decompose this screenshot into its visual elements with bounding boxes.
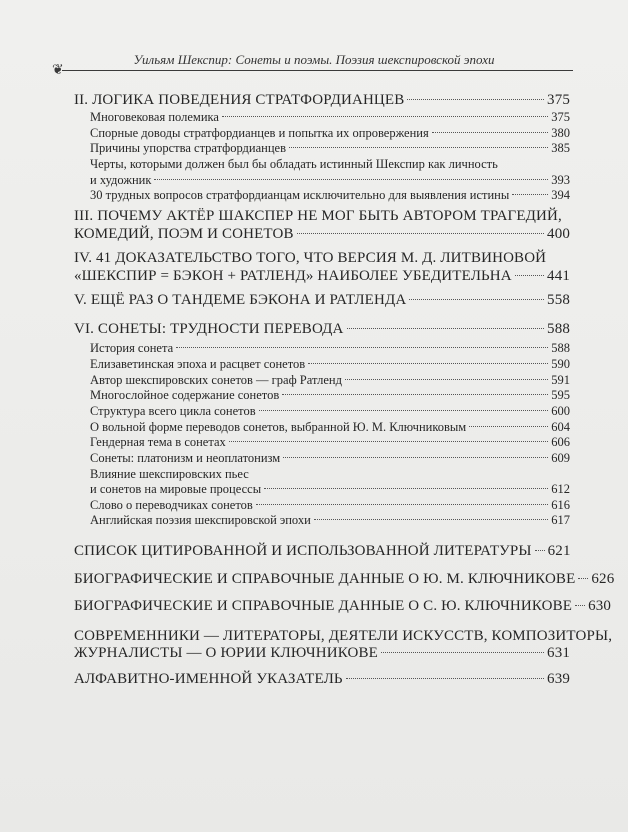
toc-entry-section-3[interactable] (74, 226, 570, 243)
ornament-icon: ❦ (52, 63, 64, 78)
toc-subentry-page: 595 (551, 388, 570, 402)
toc-subentry-title: Английская поэзия шекспировской эпохи (90, 513, 311, 527)
toc-entry-page: 630 (588, 598, 612, 614)
toc-subentry-page: 590 (551, 357, 570, 371)
toc-subentry-title-line1[interactable]: Влияние шекспировских пьес (90, 467, 249, 481)
leader-dots (176, 347, 548, 348)
leader-dots (256, 504, 548, 505)
toc-subentry-page: 375 (551, 110, 570, 124)
toc-entry-page: 631 (547, 645, 570, 661)
toc-subentry[interactable] (90, 173, 570, 188)
toc-subentry-page: 616 (551, 498, 570, 512)
leader-dots (154, 179, 548, 180)
toc-entry-title: «ШЕКСПИР = БЭКОН + РАТЛЕНД» НАИБОЛЕЕ УБЕДИТЕЛЬНА (74, 268, 512, 284)
leader-dots (222, 116, 548, 117)
toc-subentry-title: Елизаветинская эпоха и расцвет сонетов (90, 357, 306, 371)
toc-entry-section-4-line1[interactable]: IV. 41 ДОКАЗАТЕЛЬСТВО ТОГО, ЧТО ВЕРСИЯ М. Д. ЛИТВИНОВОЙ (74, 250, 547, 266)
toc-entry-section-5[interactable] (74, 292, 570, 309)
toc-entry-biography-yu[interactable] (74, 571, 615, 588)
toc-entry-contemporaries[interactable] (74, 645, 570, 662)
toc-subentry[interactable] (90, 341, 570, 356)
toc-subentry[interactable] (90, 141, 570, 156)
toc-subentry-title: Спорные доводы стратфордианцев и попытка их опровержения (90, 126, 429, 140)
toc-entry-page: 400 (547, 226, 570, 242)
toc-subentry-title: Гендерная тема в сонетах (90, 435, 226, 449)
toc-subentry-page: 588 (551, 341, 570, 355)
leader-dots (535, 550, 545, 551)
toc-entry-section-4[interactable] (74, 268, 570, 285)
toc-entry-title: V. ЕЩЁ РАЗ О ТАНДЕМЕ БЭКОНА И РАТЛЕНДА (74, 292, 407, 308)
toc-subentry[interactable] (90, 482, 570, 497)
leader-dots (346, 678, 544, 679)
toc-subentry-page: 612 (551, 482, 570, 496)
leader-dots (515, 275, 544, 276)
toc-subentry-title: История сонета (90, 341, 174, 355)
leader-dots (407, 99, 544, 100)
leader-dots (297, 233, 544, 234)
toc-subentry-page: 393 (551, 173, 570, 187)
toc-subentry-title: 30 трудных вопросов стратфордианцам исключительно для выявления истины (90, 188, 510, 202)
toc-subentry[interactable] (90, 126, 570, 141)
toc-entry-contemporaries-line1[interactable]: СОВРЕМЕННИКИ — ЛИТЕРАТОРЫ, ДЕЯТЕЛИ ИСКУССТВ, КОМПОЗИТОРЫ, (74, 628, 613, 644)
running-head: Уильям Шекспир: Сонеты и поэмы. Поэзия шекспировской эпохи (133, 52, 495, 67)
toc-subentry-title-line2: и сонетов на мировые процессы (90, 482, 262, 496)
toc-entry-title: АЛФАВИТНО-ИМЕННОЙ УКАЗАТЕЛЬ (74, 671, 343, 687)
leader-dots (512, 194, 548, 195)
toc-subentry-title: Многослойное содержание сонетов (90, 388, 280, 402)
leader-dots (308, 363, 548, 364)
toc-entry-page: 626 (591, 571, 615, 587)
toc-subentry-title: О вольной форме переводов сонетов, выбранной Ю. М. Ключниковым (90, 420, 467, 434)
toc-subentry-title: Слово о переводчиках сонетов (90, 498, 253, 512)
toc-entry-literature[interactable] (74, 543, 570, 560)
toc-subentry-page: 604 (551, 420, 570, 434)
toc-subentry[interactable] (90, 188, 570, 203)
toc-entry-title: VI. СОНЕТЫ: ТРУДНОСТИ ПЕРЕВОДА (74, 321, 344, 337)
toc-subentry-page: 617 (551, 513, 570, 527)
toc-entry-section-2[interactable] (74, 92, 570, 109)
toc-subentry-page: 385 (551, 141, 570, 155)
toc-subentry[interactable] (90, 404, 570, 419)
leader-dots (283, 457, 548, 458)
toc-subentry-page: 609 (551, 451, 570, 465)
toc-subentry[interactable] (90, 451, 570, 466)
toc-subentry-page: 606 (551, 435, 570, 449)
toc-entry-index[interactable] (74, 671, 570, 688)
toc-entry-page: 639 (547, 671, 570, 687)
leader-dots (347, 328, 545, 329)
toc-subentry[interactable] (90, 513, 570, 528)
toc-entry-biography-s[interactable] (74, 598, 612, 615)
leader-dots (381, 652, 544, 653)
toc-subentry-title-line2: и художник (90, 173, 152, 187)
toc-entry-title: II. ЛОГИКА ПОВЕДЕНИЯ СТРАТФОРДИАНЦЕВ (74, 92, 405, 108)
toc-entry-page: 588 (547, 321, 570, 337)
toc-entry-page: 375 (547, 92, 570, 108)
toc-subentry[interactable] (90, 373, 570, 388)
toc-entry-title: БИОГРАФИЧЕСКИЕ И СПРАВОЧНЫЕ ДАННЫЕ О Ю. М. КЛЮЧНИКОВЕ (74, 571, 576, 587)
leader-dots (578, 578, 588, 579)
toc-subentry-title-line1[interactable]: Черты, которыми должен был бы обладать истинный Шекспир как личность (90, 157, 498, 171)
toc-subentry[interactable] (90, 498, 570, 513)
leader-dots (229, 441, 548, 442)
toc-subentry-page: 591 (551, 373, 570, 387)
toc-entry-section-6[interactable] (74, 321, 570, 338)
toc-subentry[interactable] (90, 420, 570, 435)
toc-subentry[interactable] (90, 357, 570, 372)
toc-subentry-title: Автор шекспировских сонетов — граф Ратленд (90, 373, 342, 387)
toc-subentry-title: Сонеты: платонизм и неоплатонизм (90, 451, 281, 465)
toc-subentry[interactable] (90, 388, 570, 403)
toc-entry-page: 621 (547, 543, 571, 559)
toc-subentry-title: Причины упорства стратфордианцев (90, 141, 286, 155)
leader-dots (264, 488, 548, 489)
toc-entry-title: КОМЕДИЙ, ПОЭМ И СОНЕТОВ (74, 226, 294, 242)
leader-dots (432, 132, 549, 133)
leader-dots (314, 519, 548, 520)
toc-subentry[interactable] (90, 435, 570, 450)
toc-subentry-page: 600 (551, 404, 570, 418)
toc-entry-title: ЖУРНАЛИСТЫ — О ЮРИИ КЛЮЧНИКОВЕ (74, 645, 378, 661)
toc-entry-title: БИОГРАФИЧЕСКИЕ И СПРАВОЧНЫЕ ДАННЫЕ О С. Ю. КЛЮЧНИКОВЕ (74, 598, 573, 614)
toc-entry-section-3-line1[interactable]: III. ПОЧЕМУ АКТЁР ШАКСПЕР НЕ МОГ БЫТЬ АВТОРОМ ТРАГЕДИЙ, (74, 208, 562, 224)
toc-entry-page: 441 (547, 268, 570, 284)
toc-subentry[interactable] (90, 110, 570, 125)
toc-subentry-page: 380 (551, 126, 570, 140)
toc-subentry-page: 394 (551, 188, 570, 202)
toc-subentry-title: Структура всего цикла сонетов (90, 404, 256, 418)
leader-dots (575, 605, 585, 606)
leader-dots (345, 379, 548, 380)
leader-dots (409, 299, 544, 300)
leader-dots (469, 426, 548, 427)
toc-entry-page: 558 (547, 292, 570, 308)
leader-dots (259, 410, 549, 411)
toc-entry-title: СПИСОК ЦИТИРОВАННОЙ И ИСПОЛЬЗОВАННОЙ ЛИТЕРАТУРЫ (74, 543, 532, 559)
toc-subentry-title: Многовековая полемика (90, 110, 219, 124)
leader-dots (282, 394, 548, 395)
leader-dots (289, 147, 548, 148)
